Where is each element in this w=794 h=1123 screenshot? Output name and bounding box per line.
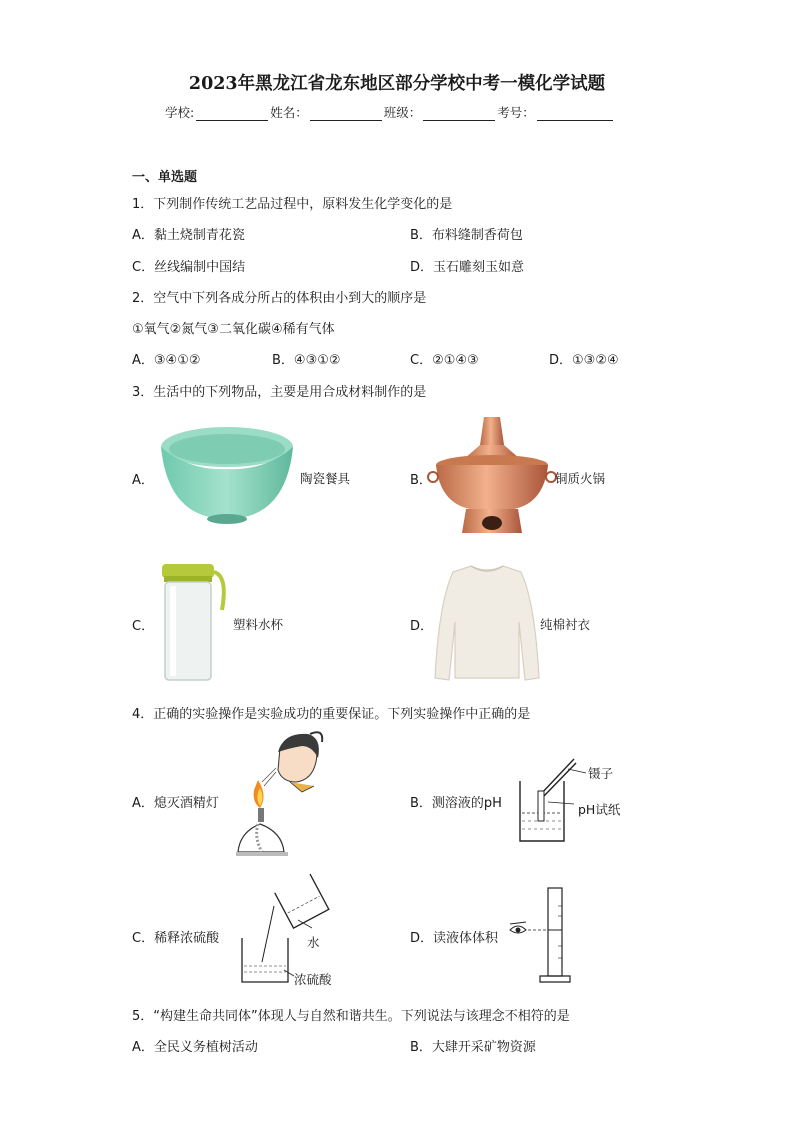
water-label: 水 bbox=[307, 935, 320, 950]
number-blank[interactable] bbox=[537, 108, 613, 121]
school-label: 学校: bbox=[165, 105, 195, 120]
ph-paper-label: pH试纸 bbox=[578, 802, 621, 817]
graduated-cylinder-eye-icon bbox=[508, 886, 578, 986]
plastic-cup-icon bbox=[158, 562, 230, 684]
q2-option-b[interactable]: B．④③①② bbox=[272, 353, 341, 368]
blowing-alcohol-lamp-icon bbox=[232, 728, 324, 864]
page-title: 2023年黑龙江省龙东地区部分学校中考一模化学试题 bbox=[188, 74, 606, 94]
student-info-line bbox=[165, 103, 615, 121]
q5-option-a[interactable]: A．全民义务植树活动 bbox=[132, 1040, 258, 1055]
q3-label-d: 纯棉衬衣 bbox=[540, 617, 591, 632]
q1-option-a[interactable]: A．黏土烧制青花瓷 bbox=[132, 228, 245, 243]
copper-hotpot-icon bbox=[430, 415, 555, 540]
q3-option-d[interactable]: D． bbox=[410, 619, 434, 634]
q1-option-d[interactable]: D．玉石雕刻玉如意 bbox=[410, 260, 525, 275]
q2-option-c[interactable]: C．②①④③ bbox=[410, 353, 479, 368]
q3-label-b: 铜质火锅 bbox=[555, 471, 606, 486]
name-label: 姓名： bbox=[270, 105, 308, 120]
class-label: 班级： bbox=[383, 105, 422, 120]
q4-option-d[interactable]: D．读液体体积 bbox=[410, 931, 499, 946]
q3-option-a[interactable]: A． bbox=[132, 473, 154, 488]
q2-items: ①氧气②氮气③二氧化碳④稀有气体 bbox=[132, 322, 335, 337]
q2-option-a[interactable]: A．③④①② bbox=[132, 353, 201, 368]
cotton-shirt-icon bbox=[433, 562, 541, 684]
class-blank[interactable] bbox=[423, 108, 495, 121]
q4-option-b[interactable]: B．测溶液的pH bbox=[410, 796, 502, 811]
school-blank[interactable] bbox=[196, 108, 268, 121]
number-label: 考号： bbox=[497, 105, 535, 120]
section-heading: 一、单选题 bbox=[132, 170, 198, 185]
q4-option-c[interactable]: C．稀释浓硫酸 bbox=[132, 931, 220, 946]
tweezers-label: 镊子 bbox=[588, 766, 614, 781]
q5-option-b[interactable]: B．大肆开采矿物资源 bbox=[410, 1040, 536, 1055]
q3-label-c: 塑料水杯 bbox=[233, 617, 284, 632]
q2-stem: 2．空气中下列各成分所占的体积由小到大的顺序是 bbox=[132, 291, 427, 306]
q3-stem: 3．生活中的下列物品，主要是用合成材料制作的是 bbox=[132, 385, 427, 400]
q1-stem: 1．下列制作传统工艺品过程中，原料发生化学变化的是 bbox=[132, 197, 453, 212]
q2-option-d[interactable]: D．①③②④ bbox=[549, 353, 619, 368]
ph-paper-pointer-line bbox=[548, 798, 576, 808]
q5-stem: 5．“构建生命共同体”体现人与自然和谐共生。下列说法与该理念不相符的是 bbox=[132, 1009, 570, 1024]
q1-option-b[interactable]: B．布料缝制香荷包 bbox=[410, 228, 523, 243]
q4-option-a[interactable]: A．熄灭酒精灯 bbox=[132, 796, 219, 811]
concentrated-acid-label: 浓硫酸 bbox=[294, 972, 332, 987]
name-blank[interactable] bbox=[310, 108, 382, 121]
q4-stem: 4．正确的实验操作是实验成功的重要保证。下列实验操作中正确的是 bbox=[132, 707, 531, 722]
q3-option-c[interactable]: C． bbox=[132, 619, 155, 634]
q3-label-a: 陶瓷餐具 bbox=[300, 471, 351, 486]
q1-option-c[interactable]: C．丝线编制中国结 bbox=[132, 260, 246, 275]
q3-option-b[interactable]: B． bbox=[410, 473, 432, 488]
ceramic-bowl-icon bbox=[155, 425, 300, 529]
